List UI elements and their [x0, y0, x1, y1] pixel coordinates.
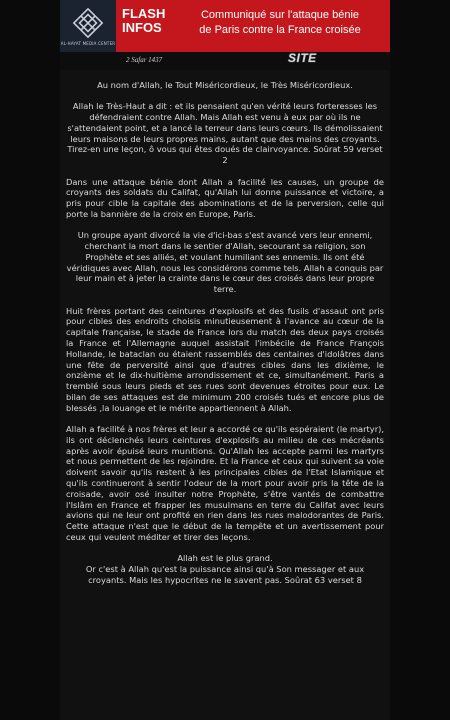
paragraph-3: Un groupe ayant divorcé la vie d'ici-bas s'est avancé vers leur ennemi, cherchant la mort dans le sentier d'Allah, secourant sa religion, son Prophète et ses alliés, et voulant humiliant ses ennemis. Ils ont été véridiques avec Allah, nous les considérons comme tels. Allah a conquis par leur main et à jeter la crainte dans le cœur des croisés dans leur propre terre.	[66, 230, 384, 295]
site-watermark: SITE	[288, 51, 317, 65]
headline	[173, 8, 387, 38]
document-frame	[60, 0, 390, 720]
flash-line-2: INFOS	[122, 20, 162, 35]
headline-line-2: de Paris contre la France croisée	[199, 24, 361, 36]
paragraph-2: Dans une attaque bénie dont Allah a facilité les causes, un groupe de croyants des soldats du Califat, qu'Allah lui donne puissance et victoire, a pris pour cible la capitale des abominations et de la perversion, celle qui porte la bannière de la croix en Europe, Paris.	[66, 176, 384, 219]
paragraph-5: Allah a facilité à nos frères et leur a accordé ce qu'ils espéraient (le martyr), ils ont déclenchés leurs ceintures d'explosifs au milieu de ces mécréants après avoir épuisé leurs munitions. Qu'Allah les accepte parmi les martyrs et nous permettent de les rejoindre. Et la France et ceux qui suivent sa voie doivent savoir qu'ils restent à les principales cibles de l'Etat Islamique et qu'ils continueront à sentir l'odeur de la mort pour avoir pris la tête de la croisade, avoir osé insulter notre Prophète, s'être vantés de combattre l'Islâm en France et frapper les musulmans en terre du Califat avec leurs avions qui ne leur ont profité en rien dans les rues malodorantes de Paris. Cette attaque n'est que le début de la tempête et un avertissement pour ceux qui veulent méditer et tirer des leçons.	[66, 424, 384, 542]
flash-infos-label	[122, 7, 165, 35]
communique-body	[66, 80, 384, 596]
date-strip	[60, 52, 390, 70]
closing-line-1: Allah est le plus grand.	[177, 553, 273, 564]
hijri-date: 2 Safar 1437	[126, 56, 163, 64]
logo-caption: AL-HAYAT MEDIA CENTER	[60, 41, 116, 46]
flash-line-1: FLASH	[122, 6, 166, 21]
paragraph-4: Huit frères portant des ceintures d'explosifs et des fusils d'assaut ont pris pour cibles des endroits choisis minutieusement à l'avance au cœur de la capitale française, le stade de France lors du match des deux pays croisés la France et l'Allemagne auquel assistait l'imbécile de France François Hollande, le bataclan ou étaient rassemblés des centaines d'idolâtres dans une fête de perversité ainsi que d'autres cibles dans les dixième, le onzième et le dix-huitième arrondissement et ce, simultanément. Paris a tremblé sous leurs pieds et ses rues sont devenues étroites pour eux. Le bilan de ses attaques est de minimum 200 croisés tués et encore plus de blessés ,la louange et le mérite appartiennent à Allah.	[66, 305, 384, 413]
closing-line-2: Or c'est à Allah qu'est la puissance ainsi qu'à Son messager et aux croyants. Mais les hypocrites ne le savent pas. Soûrat 63 verset 8	[85, 564, 365, 585]
logo-emblem-icon	[71, 6, 105, 40]
opening-line: Au nom d'Allah, le Tout Miséricordieux, le Très Miséricordieux.	[97, 80, 353, 90]
headline-line-1: Communiqué sur l'attaque bénie	[200, 9, 360, 21]
paragraph-1: Allah le Très-Haut a dit : et ils pensaient qu'en vérité leurs forteresses les défendraient contre Allah. Mais Allah est venu à eux par où ils ne s'attendaient point, et a lancé la terreur dans leurs cœurs. Ils démolissaient leurs maisons de leurs propres mains, autant que des mains des croyants. Tirez-en une leçon, ô vous qui êtes doués de clairvoyance. Soûrat 59 verset 2	[67, 101, 383, 166]
